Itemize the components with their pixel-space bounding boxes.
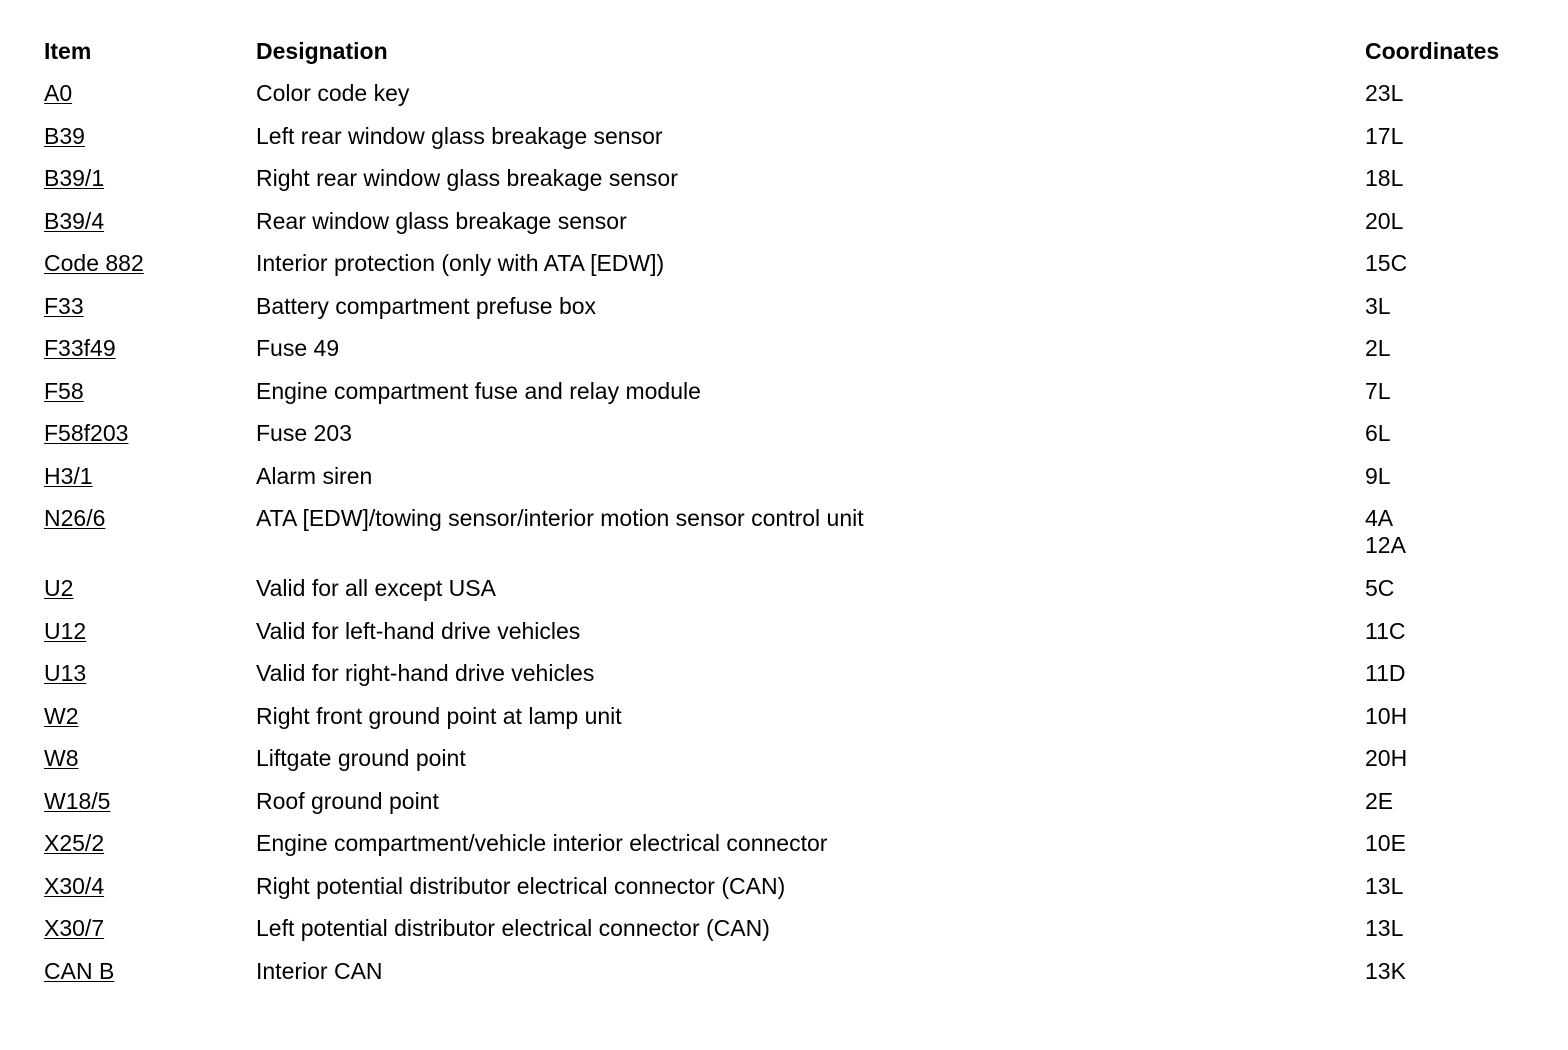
designation-cell: Roof ground point (256, 787, 439, 814)
item-cell (44, 873, 256, 900)
table-row (44, 501, 1544, 571)
table-row (44, 289, 1544, 332)
coordinate-value: 13K (1365, 957, 1406, 984)
column-header-designation: Designation (256, 38, 388, 64)
table-row (44, 699, 1544, 742)
table-row (44, 741, 1544, 784)
column-header-coordinates: Coordinates (1365, 38, 1500, 64)
designation-cell: Valid for left-hand drive vehicles (256, 617, 581, 644)
item-link[interactable]: W2 (44, 702, 79, 729)
item-cell (44, 618, 256, 645)
table-row (44, 954, 1544, 997)
coordinate-value: 7L (1365, 377, 1391, 404)
designation-cell: Fuse 49 (256, 335, 340, 361)
coordinates-cell (1365, 80, 1544, 107)
item-cell (44, 208, 256, 235)
coordinates-cell (1365, 915, 1544, 942)
table-row (44, 869, 1544, 912)
coordinates-cell (1365, 378, 1544, 405)
item-link[interactable]: F58f203 (44, 420, 129, 446)
coordinate-value: 13L (1365, 872, 1404, 899)
item-link[interactable]: Code 882 (44, 250, 144, 276)
item-cell (44, 745, 256, 772)
coordinates-cell (1365, 505, 1544, 559)
component-legend-table (44, 34, 1544, 996)
table-row (44, 246, 1544, 289)
item-link[interactable]: H3/1 (44, 462, 93, 489)
coordinate-value: 18L (1365, 165, 1404, 191)
table-row (44, 76, 1544, 119)
coordinate-value: 5C (1365, 575, 1395, 601)
coordinate-value: 6L (1365, 420, 1391, 446)
designation-cell: Color code key (256, 80, 410, 106)
table-row (44, 331, 1544, 374)
coordinates-cell (1365, 958, 1544, 985)
designation-cell: Right front ground point at lamp unit (256, 702, 622, 729)
coordinate-value: 12A (1365, 532, 1406, 558)
coordinate-value: 10H (1365, 702, 1408, 729)
coordinates-cell (1365, 618, 1544, 645)
designation-cell: Interior protection (only with ATA [EDW]) (256, 250, 665, 276)
table-row (44, 614, 1544, 657)
coordinate-value: 10E (1365, 830, 1406, 856)
coordinate-value: 11C (1365, 617, 1406, 644)
item-cell (44, 80, 256, 107)
coordinates-cell (1365, 335, 1544, 362)
coordinates-cell (1365, 575, 1544, 602)
item-link[interactable]: B39 (44, 122, 85, 149)
item-cell (44, 463, 256, 490)
item-cell (44, 505, 256, 532)
table-row (44, 416, 1544, 459)
coordinates-cell (1365, 660, 1544, 687)
coordinates-cell (1365, 788, 1544, 815)
item-cell (44, 575, 256, 602)
table-row (44, 571, 1544, 614)
table-row (44, 374, 1544, 417)
coordinate-value: 11D (1365, 660, 1406, 686)
coordinates-cell (1365, 873, 1544, 900)
coordinates-cell (1365, 208, 1544, 235)
table-row (44, 204, 1544, 247)
item-cell (44, 915, 256, 942)
table-row (44, 161, 1544, 204)
item-cell (44, 420, 256, 447)
designation-cell: Liftgate ground point (256, 745, 466, 771)
designation-cell: Battery compartment prefuse box (256, 292, 597, 319)
item-link[interactable]: F33f49 (44, 335, 116, 361)
item-link[interactable]: X30/7 (44, 915, 105, 941)
table-row (44, 459, 1544, 502)
item-cell (44, 165, 256, 192)
item-link[interactable]: N26/6 (44, 505, 106, 531)
item-cell (44, 335, 256, 362)
table-row (44, 911, 1544, 954)
item-link[interactable]: X30/4 (44, 872, 105, 899)
table-row (44, 656, 1544, 699)
designation-cell: Right potential distributor electrical connector (CAN) (256, 872, 786, 899)
coordinates-cell (1365, 165, 1544, 192)
designation-cell: Alarm siren (256, 462, 373, 489)
designation-cell: Engine compartment/vehicle interior electrical connector (256, 830, 828, 856)
item-link[interactable]: U2 (44, 575, 74, 601)
coordinate-value: 17L (1365, 122, 1404, 149)
item-link[interactable]: B39/1 (44, 165, 105, 191)
item-link[interactable]: B39/4 (44, 207, 105, 234)
coordinate-value: 2E (1365, 787, 1394, 814)
item-cell (44, 703, 256, 730)
coordinate-value: 3L (1365, 292, 1391, 319)
item-link[interactable]: CAN B (44, 957, 115, 984)
coordinates-cell (1365, 293, 1544, 320)
item-link[interactable]: F58 (44, 377, 84, 404)
table-header-row (44, 34, 1544, 76)
designation-cell: Left potential distributor electrical connector (CAN) (256, 915, 770, 941)
item-cell (44, 788, 256, 815)
coordinates-cell (1365, 830, 1544, 857)
coordinate-value: 9L (1365, 462, 1391, 489)
coordinates-cell (1365, 123, 1544, 150)
item-cell (44, 293, 256, 320)
item-link[interactable]: W18/5 (44, 787, 111, 814)
designation-cell: ATA [EDW]/towing sensor/interior motion sensor control unit (256, 505, 864, 531)
designation-cell: Fuse 203 (256, 420, 352, 446)
designation-cell: Valid for all except USA (256, 575, 496, 601)
item-cell (44, 378, 256, 405)
designation-cell: Left rear window glass breakage sensor (256, 122, 663, 149)
coordinate-value: 20L (1365, 207, 1404, 234)
coordinate-value: 2L (1365, 335, 1391, 361)
item-link[interactable]: A0 (44, 80, 73, 106)
item-link[interactable]: U13 (44, 660, 87, 686)
coordinates-cell (1365, 703, 1544, 730)
table-body (44, 76, 1544, 996)
coordinates-cell (1365, 463, 1544, 490)
column-header-item: Item (44, 38, 92, 64)
item-link[interactable]: X25/2 (44, 830, 105, 856)
designation-cell: Valid for right-hand drive vehicles (256, 660, 595, 686)
coordinates-cell (1365, 250, 1544, 277)
item-cell (44, 830, 256, 857)
designation-cell: Interior CAN (256, 957, 383, 984)
table-row (44, 784, 1544, 827)
designation-cell: Engine compartment fuse and relay module (256, 377, 701, 404)
coordinates-cell (1365, 745, 1544, 772)
item-cell (44, 958, 256, 985)
designation-cell: Rear window glass breakage sensor (256, 207, 627, 234)
designation-cell: Right rear window glass breakage sensor (256, 165, 678, 191)
item-link[interactable]: U12 (44, 617, 87, 644)
item-cell (44, 250, 256, 277)
table-row (44, 119, 1544, 162)
coordinate-value: 13L (1365, 915, 1404, 941)
coordinate-value: 20H (1365, 745, 1408, 771)
coordinate-value: 15C (1365, 250, 1408, 276)
item-cell (44, 660, 256, 687)
table-row (44, 826, 1544, 869)
coordinate-value: 23L (1365, 80, 1404, 106)
item-cell (44, 123, 256, 150)
coordinates-cell (1365, 420, 1544, 447)
item-link[interactable]: F33 (44, 292, 84, 319)
coordinate-value: 4A (1365, 505, 1394, 531)
item-link[interactable]: W8 (44, 745, 79, 771)
